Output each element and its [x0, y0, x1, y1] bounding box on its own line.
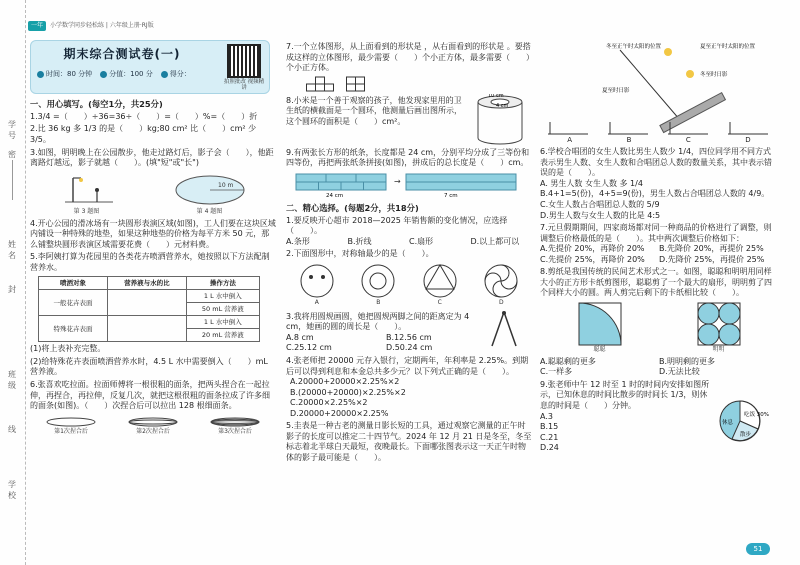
option-b[interactable]: B.12.56 cm: [386, 332, 432, 342]
noodle-step-1: [44, 416, 98, 436]
time-text: 时间：80 分钟: [46, 69, 93, 78]
option-b[interactable]: B.4+1=5(份)，4+5=9(份)，男生人数占合唱团总人数的 4/9。: [540, 189, 770, 199]
table-header-cell: 操作方法: [186, 277, 259, 290]
option-b[interactable]: B.先降价 20%，再提价 25%: [659, 244, 764, 254]
binding-seal-label-2: 封: [8, 285, 16, 294]
circle-option-b[interactable]: [360, 263, 396, 307]
table-row: [39, 316, 260, 329]
question-2-6: 6.学校合唱团的女生人数比男生人数少 1/4，四位同学用不同方式表示男生人数、女生人数和合唱团总人数的数量关系，其中表示错误的是（ ）。: [540, 147, 772, 178]
sundial-label: 夏至正午时太阳的位置: [700, 44, 756, 50]
question-2-2: 2.下面图形中，对称轴最少的是（ ）。: [286, 249, 434, 259]
circle-option-c[interactable]: [422, 263, 458, 307]
time-info: [37, 70, 92, 79]
question-2-4: 4.张老师把 20000 元存入银行，定期两年，年利率是 2.25%。到期后可以得到利息和本金总共多少元？以下列式正确的是（ ）。: [286, 355, 529, 376]
option-a[interactable]: A: [567, 136, 573, 144]
option-b[interactable]: B.(20000+20000)×2.25%×2: [290, 387, 406, 397]
sector-figure: [578, 302, 622, 346]
pie-label: 休息: [722, 419, 734, 426]
got-text: 得分：: [169, 69, 191, 78]
paper-cut-congcong: [578, 302, 622, 354]
option-c[interactable]: C.扇形: [409, 236, 434, 246]
table-header-cell: 营养液与水的比: [107, 277, 186, 290]
option-a[interactable]: A.8 cm: [286, 332, 314, 342]
page-number: 51: [746, 543, 770, 555]
clock-icon: [37, 71, 44, 78]
question-1-8: 8.小米是一个善于观察的孩子，他发现家里用的卫生纸的横截面是一个圆环，他测量后画出图所示，这个圆环的面积是（ ）cm²。: [286, 95, 462, 126]
column-middle: [286, 40, 532, 463]
question-1-6: 6.张喜欢吃拉面。拉面师傅将一根很粗的面条，把两头捏合在一起拉伸，再捏合，再拉伸，反复几次，就把这根很粗的面条拉成了许多细的面条(如图)。（ ）次捏合后可以拉出 128 根细面条。: [30, 379, 270, 411]
question-1-3: 3.如图，明明晚上在公园散步，他走过路灯后，影子会（ ），他距离路灯越远，影子就越（ ）。(填"短"或"长"): [30, 147, 274, 168]
table-cell: 特殊花卉表面: [39, 316, 108, 342]
table-cell: 1 L 水中倒入: [186, 316, 259, 329]
option-b[interactable]: B.折线: [347, 236, 372, 246]
top-view-figure: [306, 76, 336, 92]
circle-option-a[interactable]: [299, 263, 335, 307]
option-c[interactable]: C: [685, 136, 691, 144]
qr-code-icon[interactable]: [227, 44, 261, 78]
option-a[interactable]: A.先提价 20%，再降价 20%: [540, 244, 645, 254]
figure-3: [57, 172, 117, 216]
option-c[interactable]: C.25.12 cm: [286, 343, 332, 353]
got-info: [161, 70, 191, 79]
option-d[interactable]: D.24: [540, 443, 559, 453]
question-1-7: 7.一个立体图形，从上面看到的形状是 ，从右面看到的形状是 。要搭成这样的立体图形，最少需要（ ）个小正方体，最多需要（ ）个小正方体。: [286, 42, 531, 73]
noodle-step-caption: 第1次捏合后: [54, 427, 88, 435]
question-2-7: 7.元旦假期期间，四家商场都对同一种商品的价格进行了调整，则调整后价格最低的是（ ）。其中两次调整后价格如下：: [540, 223, 772, 243]
rink-radius-label: 10 m: [217, 181, 233, 189]
qr-caption: 拍照批改 视频精讲: [223, 79, 265, 92]
figure-3-caption: 第 3 题图: [73, 207, 100, 215]
option-a[interactable]: A.条形: [286, 236, 310, 246]
binding-seal-label: 密: [8, 150, 16, 159]
compass-figure: [486, 310, 522, 350]
question-1-2: 2.比 36 kg 多 1/3 的是（ ）kg;80 cm² 比（ ）cm² 少 3/5。: [30, 124, 257, 145]
question-2-8-options: [540, 357, 778, 378]
question-1-5: 5.李阿姨打算为花园里的各类花卉喷洒营养水，她按照以下方法配制营养水。: [30, 252, 270, 272]
option-a[interactable]: A.3: [540, 411, 553, 421]
option-label: B: [376, 298, 381, 306]
table-cell-blank[interactable]: [107, 290, 186, 316]
question-1-5a: (1)将上表补充完整。: [30, 344, 106, 354]
paper-cut-mingming: [697, 302, 741, 354]
binding-margin: [0, 0, 26, 565]
question-2-1-options: [286, 237, 532, 248]
sundial-label: 夏至时日影: [602, 88, 630, 94]
question-3-block: [286, 310, 532, 354]
option-d[interactable]: D.50.24 cm: [386, 343, 433, 353]
top-header: [28, 20, 278, 32]
question-2-3-options: [286, 333, 486, 354]
option-c[interactable]: C.20000×2.25%×2: [290, 398, 368, 408]
figure-4: [170, 172, 250, 216]
table-header-row: [39, 277, 260, 290]
option-c[interactable]: C.先提价 25%，再降价 20%: [540, 254, 645, 264]
circle-option-d[interactable]: [483, 263, 519, 307]
question-2-3: 3.我将用圆规画圆，她把圆规两脚之间的距离定为 4 cm，她画的圆的周长是（ ）。: [286, 311, 470, 332]
option-label: C: [437, 298, 442, 306]
strip-length-label: 24 cm: [326, 192, 344, 198]
header-tag: 一年: [28, 21, 46, 31]
option-c[interactable]: C.21: [540, 432, 559, 442]
figures-3-4: [30, 172, 276, 216]
section-2-heading: 二、精心选择。(每题2分，共18分): [286, 202, 419, 213]
figure-6: [30, 416, 276, 436]
question-1-1: 1.3/4 =（ ）÷36=36÷（ ）=（ ）%=（ ）折: [30, 111, 258, 121]
figure-caption: 明明: [712, 345, 725, 353]
table-row: [39, 290, 260, 303]
option-a[interactable]: A.20000+20000×2.25%×2: [290, 377, 400, 387]
option-label: A: [314, 298, 319, 306]
score-info: [100, 70, 153, 79]
page-title: 期末综合测试卷(一): [63, 47, 181, 61]
table-cell: 一般花卉表面: [39, 290, 108, 316]
option-b[interactable]: B: [626, 136, 632, 144]
sundial-options: [548, 122, 768, 134]
pie-label: 散步: [740, 431, 752, 438]
table-cell: 1 L 水中倒入: [186, 290, 259, 303]
option-d[interactable]: D.男生人数与女生人数的比是 4:5: [540, 210, 661, 220]
option-a[interactable]: A. 男生人数 女生人数 多 1/4: [540, 178, 643, 188]
figure-2-8: [540, 302, 778, 354]
question-9-block: [540, 378, 778, 454]
binding-number-label: 学号: [8, 120, 16, 140]
sundial-label: 冬至正午时太阳的位置: [606, 44, 662, 50]
sundial-option-labels: [540, 136, 778, 145]
score-text: 分值：100 分: [109, 69, 153, 78]
pen-icon: [161, 71, 168, 78]
roll-outer-label: 10 cm: [488, 93, 504, 99]
nutrient-table: [38, 276, 260, 342]
column-left: [30, 40, 276, 439]
question-2-7-options: [540, 244, 778, 265]
figure-caption: 聪聪: [593, 345, 606, 353]
noodle-figure: [208, 416, 262, 428]
option-d[interactable]: D.先降价 25%，再提价 25%: [659, 254, 765, 264]
question-1-9: 9.有两张长方形的纸条，长度都是 24 cm，分别平均分成了三等份和四等份，再把两张纸条拼接(如图)，拼成后的总长度是（ ）cm。: [286, 147, 530, 168]
section-1-heading: 一、用心填写。(每空1分，共25分): [30, 99, 163, 109]
question-2-5: 5.圭表是一种古老的测量日影长短的工具，通过观察它测量的正午时影子的长度可以推定二十四节气。2024 年 12 月 21 日是冬至，冬至标志着北半球白天最短，夜晚最长。下面哪张图表示这一天正午时物体的影子最可能是（ ）。: [286, 421, 532, 462]
table-header-cell: 喷洒对象: [39, 277, 108, 290]
figure-4-caption: 第 4 题图: [196, 207, 223, 215]
noodle-figure: [44, 416, 98, 428]
question-3-text-block: [286, 310, 486, 354]
question-2-1: 1.要反映开心超市 2018—2025 年销售额的变化情况，应选择（ ）。: [286, 215, 508, 236]
noodle-step-3: [208, 416, 262, 436]
toilet-roll-figure: [474, 94, 526, 146]
question-8-block: [286, 94, 532, 146]
overlap-length-label: 7 cm: [444, 192, 458, 198]
roll-inner-label: 4 cm: [496, 102, 509, 109]
option-label: D: [498, 298, 504, 306]
question-2-8: 8.剪纸是我国传统的民间艺术形式之一。如图，聪聪和明明用同样大小的正方形卡纸剪图形，聪聪剪了一个最大的扇形，明明剪了四个同样大小的圆。两人剪完后剩下的卡纸相比较（ ）。: [540, 267, 772, 298]
binding-line-label: 线: [8, 425, 16, 434]
binding-school-label: 学校: [8, 480, 16, 500]
option-b[interactable]: B.15: [540, 422, 559, 432]
paper-strips-figure: [294, 172, 524, 198]
sundial-figure: [540, 40, 776, 138]
option-a[interactable]: A.聪聪剩的更多: [540, 356, 596, 366]
table-cell: 20 mL 营养液: [186, 329, 259, 342]
title-box: [30, 40, 270, 94]
column-right: [540, 40, 778, 454]
figure-7: [306, 76, 532, 92]
noodle-step-2: [126, 416, 180, 436]
question-2-9: 9.张老师中午 12 时至 1 时的时间内安排如图所示，已知休息的时间比散步的时间长 1/3，则休息的时间是（ ）分钟。: [540, 379, 710, 410]
svg-text:→: →: [394, 176, 401, 186]
figure-9: [286, 172, 532, 198]
table-cell: 50 mL 营养液: [186, 303, 259, 316]
streetlamp-figure: [57, 172, 117, 208]
question-9-text-block: [540, 378, 710, 454]
side-view-figure: [346, 76, 376, 92]
option-d[interactable]: D: [745, 136, 751, 144]
header-series: 小学数学同步轻松练 | 六年级上册·RJ版: [50, 22, 154, 30]
question-1-4: 4.开心公园的滑冰场有一块圆形表演区域(如图)，工人们要在这块区域内铺设一种特殊的地垫，如果这种地垫的价格为每平方米 50 元，那么铺整块圆形表演区域需要花费（ ）元材料费。: [30, 218, 276, 249]
option-d[interactable]: D.以上都可以: [470, 236, 520, 246]
option-c[interactable]: C.女生人数占合唱团总人数的 5/9: [540, 199, 660, 209]
noodle-figure: [126, 416, 180, 428]
noodle-step-caption: 第2次捏合后: [136, 427, 170, 435]
binding-class-label: 班级: [8, 370, 16, 390]
binding-name-label: 姓名: [8, 240, 16, 260]
option-d[interactable]: D.20000+20000×2.25%: [290, 408, 389, 418]
option-d[interactable]: D.无法比较: [659, 367, 700, 377]
noodle-step-caption: 第3次捏合后: [218, 427, 252, 435]
star-icon: [100, 71, 107, 78]
binding-line: [12, 160, 13, 200]
question-1-5b: (2)给特殊花卉表面喷洒营养水时，4.5 L 水中需要倒入（ ）mL 营养液。: [30, 356, 268, 377]
time-pie-figure: [710, 396, 770, 446]
table-cell-blank[interactable]: [107, 316, 186, 342]
option-b[interactable]: B.明明剩的更多: [659, 356, 716, 366]
option-c[interactable]: C.一样多: [540, 367, 573, 377]
pie-label: 吃饭 30%: [744, 411, 769, 418]
question-2-4-options: [286, 377, 532, 419]
ice-rink-figure: [170, 172, 250, 208]
figure-2-2: [286, 263, 532, 307]
sundial-label: 冬至时日影: [700, 72, 728, 78]
circles-figure: [697, 302, 741, 346]
